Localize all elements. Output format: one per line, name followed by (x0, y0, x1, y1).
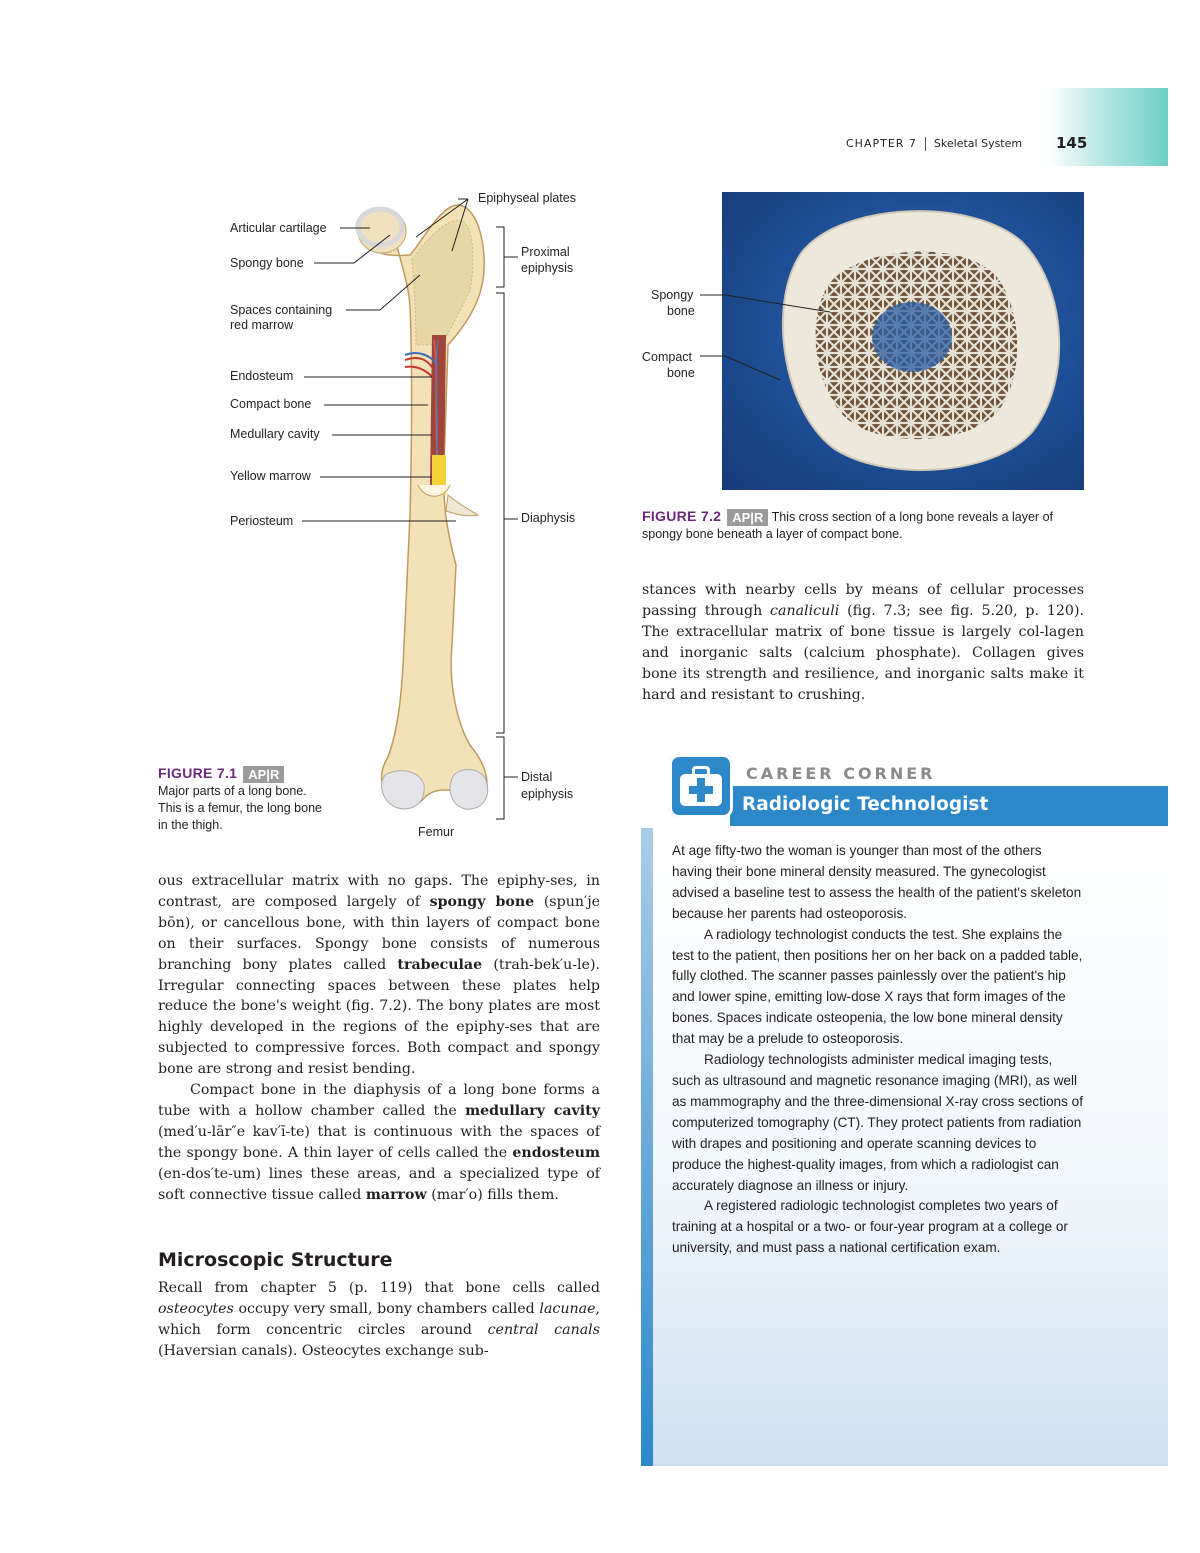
label-femur: Femur (418, 825, 455, 839)
career-corner-title: Radiologic Technologist (742, 794, 989, 815)
chapter-tab-accent (1048, 88, 1168, 166)
left-column-text (158, 871, 600, 1206)
career-paragraph-3: Radiology technologists administer medical imaging tests, such as ultrasound and magnetic resonance imaging (MRI), as well as mammography and the three-dimensional X-ray cross sections of computerized tomography (CT). They protect patients from radiation with drapes and positioning and operate scanning devices to produce the highest-quality images, from which a radiologist can accurately diagnose an illness or injury. (672, 1052, 1084, 1193)
text-run: (Haversian canals). Osteocytes exchange sub- (158, 1342, 489, 1359)
apr-badge[interactable]: AP|R (727, 509, 768, 526)
label-diaphysis: Diaphysis (521, 511, 576, 525)
term-lacunae: lacunae (539, 1300, 596, 1317)
label-spongy-bone: Spongy bone (230, 256, 304, 270)
paragraph-spongy-bone (158, 871, 600, 1080)
figure-7-1-number: FIGURE 7.1 (158, 765, 238, 781)
career-paragraph-4: A registered radiologic technologist completes two years of training at a hospital or a two- or four-year program at a college or university, and must pass a national certification exam. (672, 1198, 1068, 1256)
text-run: ous extracellular matrix with no gaps. The epiphy-ses, in contrast, are composed largely of (158, 873, 600, 910)
distal-condyle-right (450, 770, 488, 810)
chapter-label: CHAPTER 7 (846, 137, 917, 150)
right-column-text (642, 580, 1084, 705)
periosteum-flap (446, 495, 478, 516)
term-canaliculi: canaliculi (770, 602, 840, 619)
bracket-distal (496, 737, 518, 819)
figure-7-1-caption-line3: in the thigh. (158, 818, 223, 833)
photo-leader-lines (640, 280, 840, 390)
label-compact-bone: Compact bone (230, 397, 312, 411)
label-articular-cartilage: Articular cartilage (230, 221, 327, 235)
text-run: (mar′o) fills them. (426, 1186, 559, 1203)
label-proximal-epiphysis-2: epiphysis (521, 261, 574, 275)
figure-7-2-caption-text: This cross section of a long bone reveals a layer of spongy bone beneath a layer of compact bone. (642, 510, 1053, 542)
text-run: (trah-bek′u-le). Irregular connecting spaces between these plates help reduce the bone's weight (fig. 7.2). The bony plates are most highly developed in the regions of the epiphy-ses that are subjected to compressive forces. Both compact and spongy bone are strong and resist bending. (158, 956, 601, 1078)
career-corner-text (672, 841, 1084, 1259)
label-distal-epiphysis-2: epiphysis (521, 787, 574, 801)
label-epiphyseal-plates: Epiphyseal plates (478, 191, 576, 205)
text-run: (en-dos′te-um) lines these areas, and a specialized type of soft connective tissue called (158, 1165, 600, 1203)
figure-7-1-caption-line1: Major parts of a long bone. (158, 784, 307, 799)
text-run: Recall from chapter 5 (p. 119) that bone cells called (158, 1280, 600, 1296)
figure-7-1-caption-line2: This is a femur, the long bone (158, 801, 322, 816)
photo-label-spongy-2: bone (667, 304, 695, 318)
label-distal-epiphysis-1: Distal (521, 770, 553, 784)
section-heading-microscopic-structure: Microscopic Structure (158, 1249, 393, 1271)
left-column-text-2 (158, 1278, 600, 1362)
bracket-diaphysis (496, 293, 518, 733)
medullary-space (872, 302, 952, 372)
text-run: Compact bone in the diaphysis of a long bone forms a tube with a hollow chamber called the (158, 1082, 600, 1119)
photo-label-compact-2: bone (667, 366, 695, 380)
paragraph-osteocytes (158, 1278, 600, 1362)
label-periosteum: Periosteum (230, 514, 294, 528)
term-medullary-cavity: medullary cavity (465, 1102, 600, 1119)
photo-label-compact-1: Compact (642, 350, 693, 364)
text-run: (med′u-lār″e kav′ĭ-te) that is continuous with the spaces of the spongy bone. A thin layer of cells called the (158, 1123, 600, 1161)
text-run: (spun′je bōn), or cancellous bone, with thin layers of compact bone on their surfaces. Spongy bone consists of numerous branching bony plates called (158, 893, 601, 973)
paragraph-medullary-cavity (158, 1080, 600, 1205)
career-corner-kicker: CAREER CORNER (746, 764, 936, 783)
label-medullary-cavity: Medullary cavity (230, 427, 320, 441)
photo-label-spongy-1: Spongy (651, 288, 694, 302)
label-spaces-red-marrow-1: Spaces containing (230, 303, 333, 317)
label-endosteum: Endosteum (230, 369, 294, 383)
running-head-divider (925, 137, 926, 151)
running-head (846, 137, 1022, 151)
leader-photo-compact (700, 356, 780, 380)
figure-7-2-number: FIGURE 7.2 (642, 508, 722, 524)
figure-7-1-caption (158, 765, 358, 834)
figure-7-2-caption (642, 508, 1090, 543)
term-central-canals: central canals (487, 1321, 600, 1338)
label-proximal-epiphysis-1: Proximal (521, 245, 570, 259)
medical-kit-icon (669, 754, 733, 818)
text-run: stances with nearby cells by means of cellular processes passing through (642, 582, 1084, 619)
distal-condyle-left (382, 771, 425, 809)
term-spongy-bone: spongy bone (429, 893, 535, 910)
section-label: Skeletal System (933, 137, 1023, 150)
text-run: , which form concentric circles around (158, 1300, 600, 1338)
term-trabeculae: trabeculae (397, 956, 483, 973)
career-paragraph-1: At age fifty-two the woman is younger than most of the others having their bone mineral density measured. The gynecologist advised a baseline test to assess the health of the patient's skeleton because her parents had osteoporosis. (672, 843, 1082, 921)
figure-7-1-femur-diagram (220, 185, 620, 845)
term-osteocytes: osteocytes (158, 1300, 234, 1317)
apr-badge[interactable]: AP|R (243, 766, 284, 783)
page-number: 145 (1056, 134, 1088, 152)
term-marrow: marrow (365, 1186, 427, 1203)
term-endosteum: endosteum (512, 1144, 600, 1161)
label-yellow-marrow: Yellow marrow (230, 469, 311, 483)
bracket-proximal (496, 227, 518, 287)
text-run: occupy very small, bony chambers called (233, 1300, 540, 1317)
label-spaces-red-marrow-2: red marrow (230, 318, 294, 332)
career-paragraph-2: A radiology technologist conducts the test. She explains the test to the patient, then positions her on her back on a padded table, fully clothed. The scanner passes painlessly over the patient's hip and lower spine, emitting low-dose X rays that form images of the bones. Spaces indicate osteopenia, the low bone mineral density that may be a prelude to osteoporosis. (672, 926, 1083, 1047)
leader-photo-spongy (700, 295, 830, 312)
text-run: (fig. 7.3; see fig. 5.20, p. 120). The extracellular matrix of bone tissue is largely col-lagen and inorganic salts (calcium phosphate). Collagen gives bone its strength and resilience, and inorganic salts make it hard and resistant to crushing. (642, 602, 1084, 703)
paragraph-canaliculi (642, 580, 1084, 705)
kit-cross-horizontal (689, 786, 713, 794)
